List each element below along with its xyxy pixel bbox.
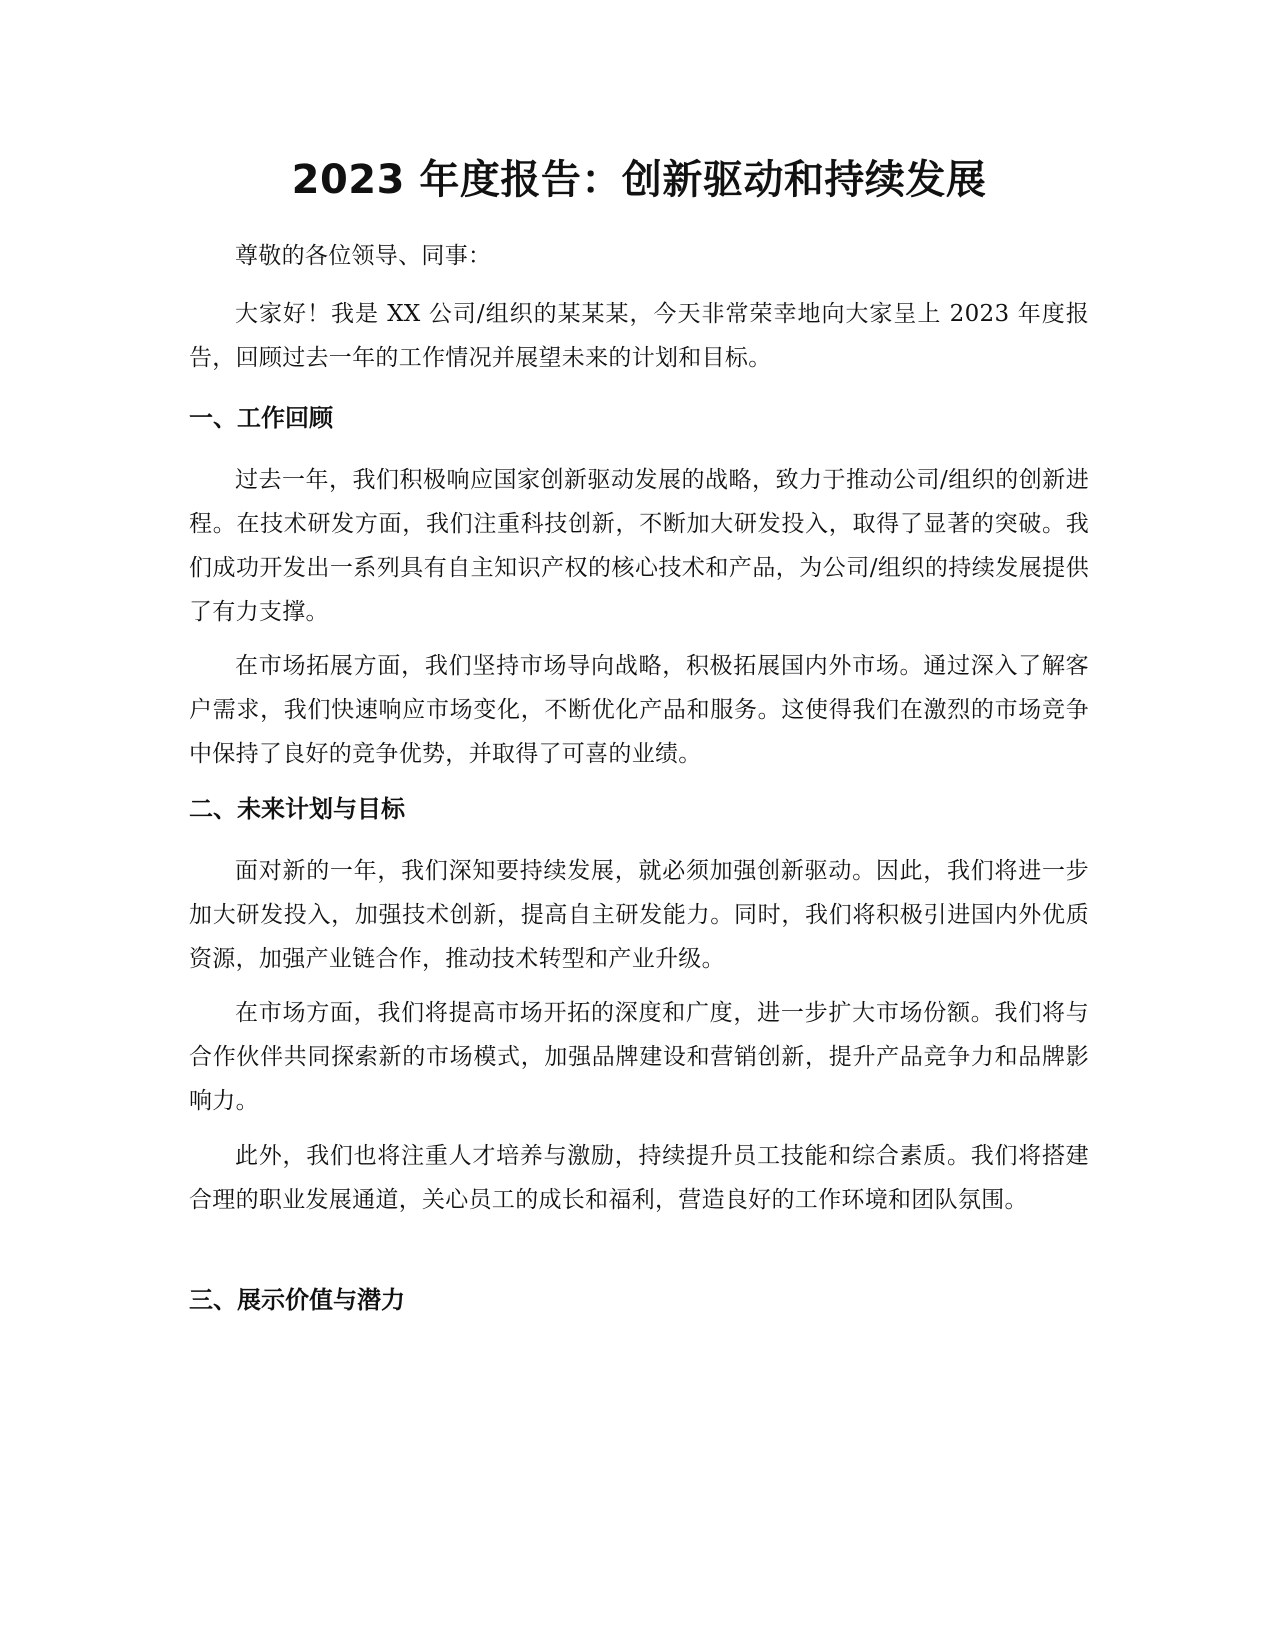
greeting-paragraph: 尊敬的各位领导、同事：	[235, 243, 492, 269]
review-paragraph-1: 过去一年，我们积极响应国家创新驱动发展的战略，致力于推动公司/组织的创新进程。在技术研发方面，我们注重科技创新，不断加大研发投入，取得了显著的突破。我们成功开发出一系列具有自主知识产权的核心技术和产品，为公司/组织的持续发展提供了有力支撑。	[189, 467, 1089, 625]
section-heading-value: 三、展示价值与潜力	[189, 1286, 405, 1314]
document-title: 2023 年度报告：创新驱动和持续发展	[291, 157, 987, 203]
intro-paragraph: 大家好！我是 XX 公司/组织的某某某，今天非常荣幸地向大家呈上 2023 年度报告，回顾过去一年的工作情况并展望未来的计划和目标。	[189, 301, 1089, 371]
section-heading-plans: 二、未来计划与目标	[189, 795, 405, 823]
section-heading-review: 一、工作回顾	[189, 404, 333, 432]
review-paragraph-2: 在市场拓展方面，我们坚持市场导向战略，积极拓展国内外市场。通过深入了解客户需求，我们快速响应市场变化，不断优化产品和服务。这使得我们在激烈的市场竞争中保持了良好的竞争优势，并取得了可喜的业绩。	[189, 653, 1089, 767]
plans-paragraph-2: 在市场方面，我们将提高市场开拓的深度和广度，进一步扩大市场份额。我们将与合作伙伴共同探索新的市场模式，加强品牌建设和营销创新，提升产品竞争力和品牌影响力。	[189, 1000, 1089, 1114]
plans-paragraph-3: 此外，我们也将注重人才培养与激励，持续提升员工技能和综合素质。我们将搭建合理的职业发展通道，关心员工的成长和福利，营造良好的工作环境和团队氛围。	[189, 1143, 1089, 1213]
plans-paragraph-1: 面对新的一年，我们深知要持续发展，就必须加强创新驱动。因此，我们将进一步加大研发投入，加强技术创新，提高自主研发能力。同时，我们将积极引进国内外优质资源，加强产业链合作，推动技术转型和产业升级。	[189, 858, 1089, 972]
